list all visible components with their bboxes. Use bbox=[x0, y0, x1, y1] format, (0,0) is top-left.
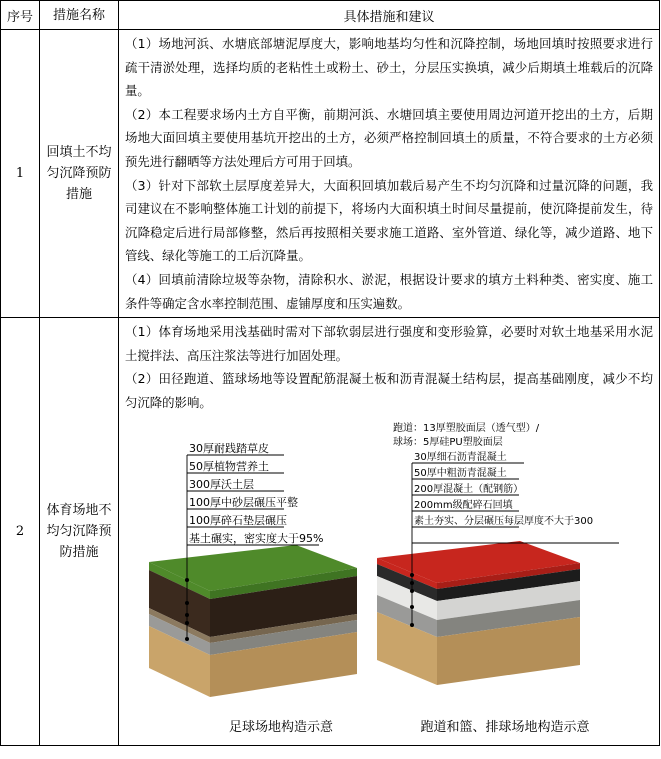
paragraph: （2）本工程要求场内土方自平衡，前期河浜、水塘回填主要使用周边河道开挖出的土方，后期场地大面回填主要使用基坑开挖出的土方，必须严格控制回填土的质量，不符合要求的土方必须预先进行翻晒等方法处理后方可用于回填。 bbox=[125, 106, 653, 169]
measure-detail bbox=[119, 318, 660, 415]
layer-labels bbox=[189, 441, 323, 545]
layer-label: 50厚中粗沥青混凝土 bbox=[414, 467, 507, 479]
paragraph: （2）田径跑道、篮球场地等设置配筋混凝土板和沥青混凝土结构层，提高基础刚度，减少不均匀沉降的影响。 bbox=[125, 371, 653, 410]
layer-label: 球场：5厚硅PU塑胶面层 bbox=[393, 436, 503, 448]
figure-caption: 足球场地构造示意 bbox=[228, 719, 334, 735]
row-number: 1 bbox=[1, 30, 40, 318]
paragraph: （4）回填前清除垃圾等杂物，清除积水、淤泥，根据设计要求的填方土料种类、密实度、施工条件等确定含水率控制范围、虚铺厚度和压实遍数。 bbox=[125, 271, 653, 311]
header-detail: 具体措施和建议 bbox=[119, 1, 660, 30]
layer-label: 素土夯实、分层碾压每层厚度不大于300 bbox=[414, 515, 594, 527]
layer-label: 50厚植物营养土 bbox=[189, 459, 269, 473]
header-no: 序号 bbox=[1, 1, 40, 30]
header-name: 措施名称 bbox=[40, 1, 119, 30]
figure-cell bbox=[119, 415, 660, 746]
layer-label: 基土碾实，密实度大于95% bbox=[189, 531, 324, 545]
layer-label: 200厚混凝土（配钢筋） bbox=[414, 483, 524, 495]
figure-caption: 跑道和篮、排球场地构造示意 bbox=[420, 719, 590, 735]
layer-label: 100厚碎石垫层碾压 bbox=[189, 513, 287, 527]
paragraph: （1）场地河浜、水塘底部塘泥厚度大，影响地基均匀性和沉降控制，场地回填时按照要求进行疏干清淤处理，选择均质的老粘性土或粉土、砂土，分层压实换填，减少后期填土堆载后的沉降量。 bbox=[125, 36, 653, 99]
table-row bbox=[1, 318, 660, 415]
construction-diagrams bbox=[119, 415, 661, 745]
table-row bbox=[1, 30, 660, 318]
track-court-diagram bbox=[377, 421, 619, 735]
measure-name: 体育场地不均匀沉降预防措施 bbox=[40, 318, 119, 745]
header-row bbox=[1, 1, 660, 30]
layer-label: 100厚中砂层碾压平整 bbox=[189, 495, 298, 509]
layer-label: 30厚细石沥青混凝土 bbox=[414, 451, 507, 463]
layer-label: 30厚耐践踏草皮 bbox=[189, 441, 269, 455]
football-field-diagram bbox=[149, 441, 357, 735]
paragraph: （1）体育场地采用浅基础时需对下部软弱层进行强度和变形验算，必要时对软土地基采用水泥土搅拌法、高压注浆法等进行加固处理。 bbox=[125, 324, 653, 363]
layer-label: 跑道：13厚塑胶面层（透气型）/ bbox=[393, 422, 540, 434]
measure-detail bbox=[119, 30, 660, 318]
row-number: 2 bbox=[1, 318, 40, 745]
layer-label: 300厚沃土层 bbox=[189, 477, 254, 491]
measure-name: 回填土不均匀沉降预防措施 bbox=[40, 30, 119, 318]
layer-label: 200mm级配碎石回填 bbox=[414, 499, 513, 511]
paragraph: （3）针对下部软土层厚度差异大，大面积回填加载后易产生不均匀沉降和过量沉降的问题，我司建议在不影响整体施工计划的前提下，将场内大面积填土时间尽量提前，使沉降提前发生，待沉降稳定后进行局部修整，然后再按照相关要求施工道路、室外管道、绿化等，减少道路、地下管线、绿化等施工的工后沉降量。 bbox=[125, 177, 653, 264]
